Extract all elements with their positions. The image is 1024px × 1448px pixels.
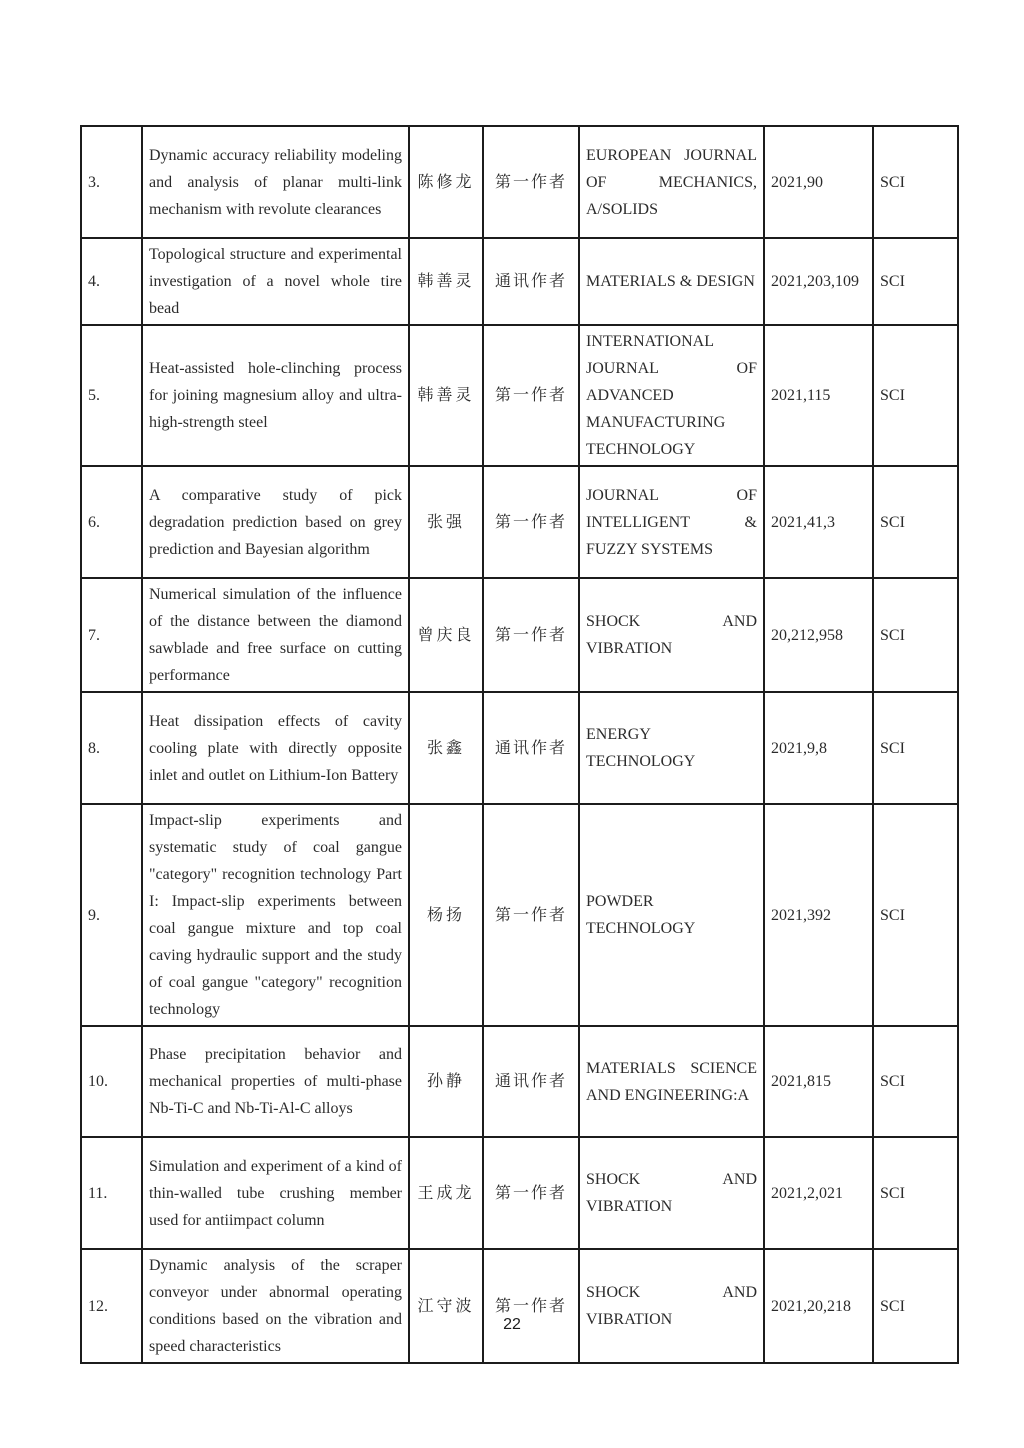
- journal-name-cell: MATERIALS & DESIGN: [579, 238, 764, 325]
- publications-table: [80, 125, 959, 1364]
- index-type-cell: SCI: [873, 238, 958, 325]
- paper-title-cell: Dynamic accuracy reliability modeling and analysis of planar multi-link mechanism with revolute clearances: [142, 126, 409, 238]
- paper-title-cell: A comparative study of pick degradation prediction based on grey prediction and Bayesian algorithm: [142, 466, 409, 578]
- journal-name-cell: JOURNAL OF INTELLIGENT & FUZZY SYSTEMS: [579, 466, 764, 578]
- year-volume-cell: 2021,203,109: [764, 238, 873, 325]
- table-row: [81, 804, 958, 1026]
- paper-title-cell: Heat-assisted hole-clinching process for joining magnesium alloy and ultra-high-strength steel: [142, 325, 409, 466]
- journal-name-cell: POWDER TECHNOLOGY: [579, 804, 764, 1026]
- row-number-cell: 6.: [81, 466, 142, 578]
- year-volume-cell: 2021,815: [764, 1026, 873, 1137]
- author-name-cell: 杨扬: [409, 804, 483, 1026]
- journal-name-cell: MATERIALS SCIENCE AND ENGINEERING:A: [579, 1026, 764, 1137]
- journal-name-cell: ENERGY TECHNOLOGY: [579, 692, 764, 804]
- year-volume-cell: 2021,41,3: [764, 466, 873, 578]
- table-row: [81, 578, 958, 692]
- row-number-cell: 7.: [81, 578, 142, 692]
- journal-name-cell: SHOCK AND VIBRATION: [579, 1137, 764, 1249]
- index-type-cell: SCI: [873, 126, 958, 238]
- row-number-cell: 8.: [81, 692, 142, 804]
- author-name-cell: 韩善灵: [409, 238, 483, 325]
- publications-table-body: [81, 126, 958, 1363]
- row-number-cell: 4.: [81, 238, 142, 325]
- year-volume-cell: 2021,20,218: [764, 1249, 873, 1363]
- author-name-cell: 曾庆良: [409, 578, 483, 692]
- journal-name-cell: INTERNATIONAL JOURNAL OF ADVANCED MANUFACTURING TECHNOLOGY: [579, 325, 764, 466]
- table-row: [81, 692, 958, 804]
- year-volume-cell: 20,212,958: [764, 578, 873, 692]
- index-type-cell: SCI: [873, 1026, 958, 1137]
- author-name-cell: 张强: [409, 466, 483, 578]
- index-type-cell: SCI: [873, 1249, 958, 1363]
- author-role-cell: 第一作者: [483, 126, 579, 238]
- table-row: [81, 126, 958, 238]
- paper-title-cell: Phase precipitation behavior and mechanical properties of multi-phase Nb-Ti-C and Nb-Ti-Al-C alloys: [142, 1026, 409, 1137]
- table-row: [81, 1249, 958, 1363]
- row-number-cell: 5.: [81, 325, 142, 466]
- paper-title-cell: Impact-slip experiments and systematic study of coal gangue "category" recognition technology Part I: Impact-slip experiments between coal gangue mixture and top coal caving hydraulic support and the study of coal gangue "category" recognition technology: [142, 804, 409, 1026]
- row-number-cell: 11.: [81, 1137, 142, 1249]
- author-role-cell: 通讯作者: [483, 1026, 579, 1137]
- author-role-cell: 第一作者: [483, 578, 579, 692]
- author-name-cell: 韩善灵: [409, 325, 483, 466]
- index-type-cell: SCI: [873, 466, 958, 578]
- index-type-cell: SCI: [873, 578, 958, 692]
- paper-title-cell: Topological structure and experimental investigation of a novel whole tire bead: [142, 238, 409, 325]
- index-type-cell: SCI: [873, 804, 958, 1026]
- table-row: [81, 238, 958, 325]
- table-row: [81, 466, 958, 578]
- year-volume-cell: 2021,2,021: [764, 1137, 873, 1249]
- journal-name-cell: SHOCK AND VIBRATION: [579, 578, 764, 692]
- index-type-cell: SCI: [873, 1137, 958, 1249]
- year-volume-cell: 2021,90: [764, 126, 873, 238]
- year-volume-cell: 2021,392: [764, 804, 873, 1026]
- author-name-cell: 江守波: [409, 1249, 483, 1363]
- author-name-cell: 陈修龙: [409, 126, 483, 238]
- paper-title-cell: Numerical simulation of the influence of the distance between the diamond sawblade and free surface on cutting performance: [142, 578, 409, 692]
- author-role-cell: 第一作者: [483, 804, 579, 1026]
- paper-title-cell: Heat dissipation effects of cavity cooling plate with directly opposite inlet and outlet on Lithium-Ion Battery: [142, 692, 409, 804]
- author-role-cell: 第一作者: [483, 1137, 579, 1249]
- row-number-cell: 10.: [81, 1026, 142, 1137]
- year-volume-cell: 2021,115: [764, 325, 873, 466]
- paper-title-cell: Dynamic analysis of the scraper conveyor under abnormal operating conditions based on the vibration and speed characteristics: [142, 1249, 409, 1363]
- author-role-cell: 第一作者: [483, 466, 579, 578]
- author-role-cell: 第一作者: [483, 325, 579, 466]
- index-type-cell: SCI: [873, 692, 958, 804]
- author-name-cell: 张鑫: [409, 692, 483, 804]
- year-volume-cell: 2021,9,8: [764, 692, 873, 804]
- row-number-cell: 9.: [81, 804, 142, 1026]
- author-role-cell: 第一作者: [483, 1249, 579, 1363]
- index-type-cell: SCI: [873, 325, 958, 466]
- page-number: 22: [503, 1316, 521, 1333]
- table-row: [81, 325, 958, 466]
- author-role-cell: 通讯作者: [483, 692, 579, 804]
- author-name-cell: 孙静: [409, 1026, 483, 1137]
- table-row: [81, 1026, 958, 1137]
- paper-title-cell: Simulation and experiment of a kind of thin-walled tube crushing member used for antiimpact column: [142, 1137, 409, 1249]
- row-number-cell: 3.: [81, 126, 142, 238]
- row-number-cell: 12.: [81, 1249, 142, 1363]
- author-name-cell: 王成龙: [409, 1137, 483, 1249]
- author-role-cell: 通讯作者: [483, 238, 579, 325]
- journal-name-cell: EUROPEAN JOURNAL OF MECHANICS, A/SOLIDS: [579, 126, 764, 238]
- table-row: [81, 1137, 958, 1249]
- journal-name-cell: SHOCK AND VIBRATION: [579, 1249, 764, 1363]
